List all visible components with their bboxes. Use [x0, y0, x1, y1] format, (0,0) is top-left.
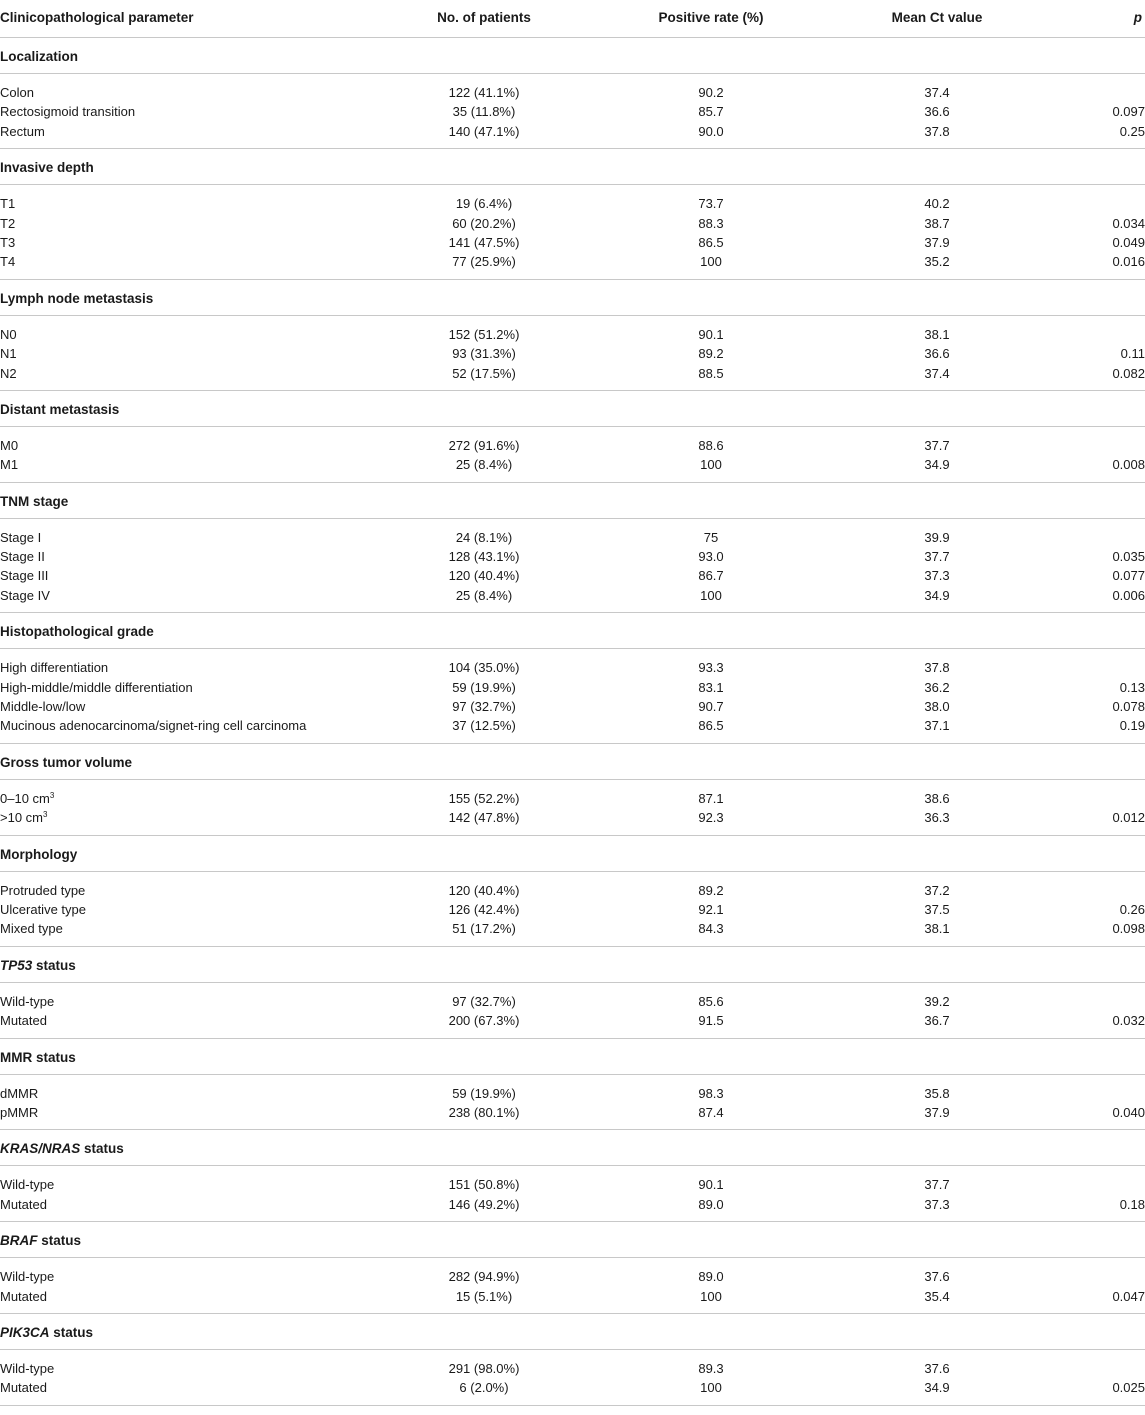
cell-parameter: [0, 1197, 47, 1212]
cell-patients: 59 (19.9%): [452, 1085, 516, 1101]
section-rows: [0, 780, 1145, 836]
cell-mean-ct: 37.5: [924, 901, 950, 917]
cell-patients: 51 (17.2%): [452, 921, 516, 937]
cell-patients: 60 (20.2%): [452, 215, 516, 231]
cell-patients: 152 (51.2%): [448, 326, 520, 342]
section-title-label: Localization: [0, 49, 79, 64]
cell-positive-rate: 88.6: [698, 437, 724, 453]
cell-mean-ct: 37.2: [924, 882, 950, 898]
cell-mean-ct: 39.9: [924, 529, 950, 545]
section-title-text: [0, 958, 76, 973]
cell-positive-rate: 92.3: [698, 810, 724, 826]
section-title: [0, 391, 1145, 427]
section-title-text: [0, 160, 94, 175]
cell-p-value: 0.18: [1119, 1196, 1145, 1212]
cell-parameter: [0, 1177, 54, 1192]
cell-parameter-text: Colon: [0, 85, 34, 100]
cell-positive-rate: 92.1: [698, 901, 724, 917]
cell-p-value: 0.047: [1112, 1288, 1145, 1304]
cell-mean-ct: 38.1: [924, 326, 950, 342]
cell-parameter-text: Rectosigmoid transition: [0, 104, 136, 120]
cell-p-value: 0.078: [1112, 699, 1145, 715]
cell-patients: 59 (19.9%): [452, 679, 516, 695]
cell-positive-rate: 73.7: [698, 196, 724, 212]
section-title-text: [0, 1233, 81, 1248]
cell-patients: 52 (17.5%): [452, 365, 516, 381]
cell-positive-rate: 88.3: [698, 215, 724, 231]
cell-mean-ct: 36.3: [924, 810, 950, 826]
table-row: [0, 1103, 1145, 1122]
cell-mean-ct: 36.7: [924, 1013, 950, 1029]
cell-parameter: [0, 810, 47, 825]
cell-patients: 238 (80.1%): [448, 1104, 520, 1120]
table-row: [0, 252, 1145, 271]
cell-patients: 126 (42.4%): [448, 901, 520, 917]
cell-parameter: [0, 124, 45, 139]
cell-parameter-text: T3: [0, 234, 16, 250]
section-title-label: MMR status: [0, 1049, 76, 1065]
section-rows: [0, 316, 1145, 391]
cell-parameter: [0, 254, 15, 269]
cell-positive-rate: 89.0: [698, 1196, 724, 1212]
cell-parameter: [0, 327, 17, 342]
cell-parameter-text: Wild-type: [0, 1269, 55, 1285]
table-row: [0, 1267, 1145, 1286]
cell-p-value: 0.077: [1112, 568, 1145, 584]
table-row: [0, 1011, 1145, 1030]
cell-positive-rate: 93.3: [698, 660, 724, 676]
section-title-label: status: [32, 957, 76, 973]
cell-mean-ct: 37.8: [924, 123, 950, 139]
header-parameter: Clinicopathological parameter: [0, 10, 194, 25]
section-rows: [0, 649, 1145, 744]
cell-positive-rate: 87.1: [698, 790, 724, 806]
cell-mean-ct: 37.6: [924, 1269, 950, 1285]
cell-patients: 142 (47.8%): [448, 810, 520, 826]
cell-p-value: 0.012: [1112, 810, 1145, 826]
cell-patients: 93 (31.3%): [452, 346, 516, 362]
cell-mean-ct: 34.9: [924, 457, 950, 473]
cell-parameter: [0, 1105, 38, 1120]
cell-patients: 97 (32.7%): [452, 699, 516, 715]
cell-positive-rate: 100: [700, 587, 722, 603]
section-title-text: [0, 624, 154, 639]
cell-mean-ct: 37.9: [924, 1104, 950, 1120]
cell-parameter: [0, 568, 48, 583]
cell-parameter: [0, 902, 86, 917]
section-title-label: Gross tumor volume: [0, 754, 133, 770]
cell-positive-rate: 100: [700, 1288, 722, 1304]
cell-mean-ct: 37.4: [924, 85, 950, 100]
cell-parameter: [0, 883, 85, 898]
cell-positive-rate: 88.5: [698, 365, 724, 381]
cell-parameter: [0, 366, 17, 381]
cell-patients: 24 (8.1%): [455, 529, 513, 545]
cell-patients: 6 (2.0%): [459, 1380, 509, 1396]
table-row: [0, 658, 1145, 677]
cell-positive-rate: 85.6: [698, 993, 724, 1009]
cell-positive-rate: 85.7: [698, 104, 724, 120]
cell-mean-ct: 34.9: [924, 587, 950, 603]
cell-p-value: 0.13: [1119, 679, 1145, 695]
cell-positive-rate: 91.5: [698, 1013, 724, 1029]
cell-positive-rate: 100: [700, 254, 722, 270]
cell-p-value: 0.11: [1120, 346, 1145, 362]
cell-p-value: 0.25: [1119, 123, 1145, 139]
cell-positive-rate: 100: [700, 457, 722, 473]
section-title-text: [0, 49, 78, 64]
cell-parameter: [0, 85, 34, 100]
section-rows: [0, 1350, 1145, 1406]
section-title-text: [0, 291, 153, 306]
section-title-label: status: [37, 1233, 82, 1249]
cell-parameter-text: Rectum: [0, 123, 45, 139]
cell-parameter: [0, 346, 17, 361]
cell-patients: 15 (5.1%): [455, 1288, 513, 1304]
cell-p-value: 0.016: [1112, 254, 1145, 270]
cell-parameter: [0, 699, 85, 714]
cell-parameter-text: Mutated: [0, 1013, 47, 1029]
table-row: [0, 697, 1145, 716]
table-row: [0, 992, 1145, 1011]
cell-patients: 37 (12.5%): [452, 718, 516, 734]
cell-mean-ct: 37.8: [924, 660, 950, 676]
table-row: [0, 364, 1145, 383]
section-title-label: Histopathological grade: [0, 624, 154, 640]
section-title-text: [0, 755, 132, 770]
cell-parameter-text: Stage III: [0, 568, 49, 584]
cell-mean-ct: 38.7: [924, 215, 950, 231]
cell-parameter-text: T2: [0, 215, 16, 231]
cell-parameter-text: Wild-type: [0, 1177, 55, 1193]
cell-p-value: 0.025: [1112, 1380, 1145, 1396]
section-rows: [0, 1258, 1145, 1314]
cell-positive-rate: 90.0: [698, 123, 724, 139]
cell-parameter: [0, 994, 54, 1009]
section-title-label: Lymph node metastasis: [0, 290, 154, 306]
table-row: [0, 1175, 1145, 1194]
cell-patients: 155 (52.2%): [448, 790, 520, 806]
cell-positive-rate: 89.2: [698, 882, 724, 898]
section-rows: [0, 872, 1145, 947]
cell-parameter: [0, 1086, 38, 1101]
cell-patients: 35 (11.8%): [452, 104, 516, 120]
table-row: [0, 436, 1145, 455]
section-title-label: Invasive depth: [0, 160, 94, 176]
cell-positive-rate: 90.2: [698, 85, 724, 100]
section-title-gene: PIK3CA: [0, 1324, 50, 1340]
cell-parameter: [0, 457, 18, 472]
cell-patients: 128 (43.1%): [448, 549, 520, 565]
cell-parameter-text: Protruded type: [0, 882, 86, 898]
section-title: [0, 1314, 1145, 1350]
section-rows: [0, 74, 1145, 149]
cell-parameter: [0, 680, 193, 695]
cell-patients: 25 (8.4%): [455, 587, 513, 603]
cell-patients: 200 (67.3%): [448, 1013, 520, 1029]
cell-patients: 120 (40.4%): [448, 882, 520, 898]
table-row: [0, 194, 1145, 213]
cell-parameter: [0, 718, 306, 733]
cell-parameter-text: N1: [0, 346, 17, 362]
header-p-value: p: [1133, 10, 1142, 25]
cell-mean-ct: 38.0: [924, 699, 950, 715]
cell-mean-ct: 40.2: [924, 196, 950, 212]
section-title: [0, 1039, 1145, 1075]
table-row: [0, 566, 1145, 585]
cell-mean-ct: 38.1: [924, 921, 950, 937]
cell-parameter-text: M1: [0, 457, 19, 473]
cell-parameter: [0, 530, 41, 545]
section-rows: [0, 1166, 1145, 1222]
cell-positive-rate: 89.2: [698, 346, 724, 362]
cell-positive-rate: 84.3: [698, 921, 724, 937]
cell-parameter-text: dMMR: [0, 1085, 39, 1101]
table-row: [0, 1359, 1145, 1378]
cell-parameter-text: Middle-low/low: [0, 699, 86, 715]
cell-patients: 120 (40.4%): [448, 568, 520, 584]
table-row: [0, 1084, 1145, 1103]
table-row: [0, 678, 1145, 697]
table-row: [0, 325, 1145, 344]
table-row: [0, 586, 1145, 605]
cell-positive-rate: 83.1: [698, 679, 724, 695]
cell-patients: 272 (91.6%): [448, 437, 520, 453]
table-row: [0, 1378, 1145, 1397]
cell-p-value: 0.26: [1119, 901, 1145, 917]
cell-parameter-text: T4: [0, 254, 16, 270]
cell-patients: 141 (47.5%): [448, 234, 520, 250]
cell-p-value: 0.19: [1119, 718, 1145, 734]
cell-p-value: 0.006: [1112, 587, 1145, 603]
cell-positive-rate: 89.0: [698, 1269, 724, 1285]
cell-patients: 97 (32.7%): [452, 993, 516, 1009]
section-title-text: [0, 1050, 76, 1065]
cell-mean-ct: 38.6: [924, 790, 950, 806]
header-mean-ct: Mean Ct value: [891, 10, 983, 25]
cell-parameter-text: Stage IV: [0, 587, 50, 603]
header-patients: No. of patients: [437, 10, 531, 25]
cell-positive-rate: 90.1: [698, 1177, 724, 1193]
cell-parameter-text: Stage I: [0, 529, 42, 545]
table-row: [0, 919, 1145, 938]
cell-mean-ct: 37.9: [924, 234, 950, 250]
unit-superscript: 3: [43, 810, 48, 820]
table-row: [0, 344, 1145, 363]
cell-parameter-text: N2: [0, 365, 17, 381]
cell-positive-rate: 98.3: [698, 1085, 724, 1101]
cell-mean-ct: 37.7: [924, 549, 950, 565]
section-title: [0, 744, 1145, 780]
section-title: [0, 613, 1145, 649]
cell-patients: 122 (41.1%): [448, 85, 520, 100]
cell-parameter-text: Wild-type: [0, 1360, 55, 1376]
table-row: [0, 233, 1145, 252]
cell-parameter: [0, 1289, 47, 1304]
cell-mean-ct: 37.6: [924, 1360, 950, 1376]
cell-parameter: [0, 1380, 47, 1395]
table-row: [0, 83, 1145, 102]
section-title-gene: TP53: [0, 957, 33, 973]
section-title-text: [0, 402, 119, 417]
cell-mean-ct: 37.4: [924, 365, 950, 381]
cell-p-value: 0.040: [1112, 1104, 1145, 1120]
cell-positive-rate: 90.1: [698, 326, 724, 342]
cell-mean-ct: 36.2: [924, 679, 950, 695]
table-row: [0, 122, 1145, 141]
table-header: [0, 0, 1145, 38]
cell-parameter-text: pMMR: [0, 1104, 39, 1120]
header-positive-rate: Positive rate (%): [658, 10, 764, 25]
cell-positive-rate: 86.7: [698, 568, 724, 584]
cell-parameter: [0, 1013, 47, 1028]
cell-parameter: [0, 1361, 54, 1376]
section-title-label: Morphology: [0, 846, 78, 862]
cell-parameter-text: Wild-type: [0, 993, 55, 1009]
cell-p-value: 0.098: [1112, 921, 1145, 937]
cell-parameter-text: High-middle/middle differentiation: [0, 679, 193, 695]
section-rows: [0, 983, 1145, 1039]
cell-positive-rate: 86.5: [698, 718, 724, 734]
cell-parameter: [0, 235, 15, 250]
section-title-label: TNM stage: [0, 493, 69, 509]
cell-parameter-text: Mutated: [0, 1196, 47, 1212]
table-row: [0, 881, 1145, 900]
cell-mean-ct: 36.6: [924, 346, 950, 362]
table-row: [0, 455, 1145, 474]
cell-parameter: [0, 660, 108, 675]
cell-positive-rate: 93.0: [698, 549, 724, 565]
cell-p-value: 0.032: [1112, 1013, 1145, 1029]
table-row: [0, 1195, 1145, 1214]
section-rows: [0, 427, 1145, 483]
cell-parameter: [0, 104, 135, 119]
section-title-text: [0, 847, 77, 862]
cell-parameter-text: 0–10 cm: [0, 790, 50, 806]
cell-mean-ct: 35.8: [924, 1085, 950, 1101]
cell-mean-ct: 37.3: [924, 1196, 950, 1212]
cell-parameter-text: High differentiation: [0, 660, 109, 676]
table-row: [0, 214, 1145, 233]
cell-parameter-text: Stage II: [0, 549, 45, 565]
section-title: [0, 1222, 1145, 1258]
cell-patients: 151 (50.8%): [448, 1177, 520, 1193]
table-row: [0, 900, 1145, 919]
cell-p-value: 0.049: [1112, 234, 1145, 250]
cell-mean-ct: 35.2: [924, 254, 950, 270]
cell-patients: 19 (6.4%): [455, 196, 513, 212]
cell-patients: 104 (35.0%): [448, 660, 520, 676]
section-title: [0, 149, 1145, 185]
cell-mean-ct: 37.3: [924, 568, 950, 584]
cell-parameter-text: Mutated: [0, 1380, 47, 1396]
section-title: [0, 38, 1145, 74]
section-title-label: Distant metastasis: [0, 401, 120, 417]
cell-patients: 140 (47.1%): [448, 123, 520, 139]
cell-positive-rate: 75: [703, 529, 719, 545]
table-row: [0, 547, 1145, 566]
table-row: [0, 102, 1145, 121]
section-rows: [0, 1075, 1145, 1131]
cell-mean-ct: 36.6: [924, 104, 950, 120]
cell-parameter: [0, 791, 54, 806]
unit-superscript: 3: [49, 790, 55, 800]
cell-patients: 77 (25.9%): [452, 254, 516, 270]
cell-parameter-text: Mixed type: [0, 921, 63, 937]
cell-mean-ct: 39.2: [924, 993, 950, 1009]
section-title-gene: KRAS/NRAS: [0, 1141, 81, 1157]
cell-mean-ct: 37.1: [924, 718, 950, 734]
cell-p-value: 0.097: [1112, 104, 1145, 120]
cell-p-value: 0.034: [1112, 215, 1145, 231]
section-title: [0, 483, 1145, 519]
section-title-text: [0, 1325, 93, 1340]
cell-p-value: 0.035: [1112, 549, 1145, 565]
cell-parameter: [0, 196, 15, 211]
section-title-gene: BRAF: [0, 1233, 38, 1249]
table-row: [0, 716, 1145, 735]
cell-p-value: 0.082: [1112, 365, 1145, 381]
section-title-label: status: [49, 1324, 94, 1340]
cell-parameter-text: T1: [0, 196, 16, 212]
cell-parameter-text: Mutated: [0, 1288, 47, 1304]
cell-parameter: [0, 438, 18, 453]
cell-parameter: [0, 921, 63, 936]
cell-positive-rate: 87.4: [698, 1104, 724, 1120]
cell-patients: 25 (8.4%): [455, 457, 513, 473]
table-row: [0, 789, 1145, 808]
cell-positive-rate: 89.3: [698, 1360, 724, 1376]
section-rows: [0, 185, 1145, 280]
table-row: [0, 808, 1145, 827]
cell-parameter-text: N0: [0, 326, 17, 342]
table-row: [0, 528, 1145, 547]
cell-mean-ct: 35.4: [924, 1288, 950, 1304]
cell-parameter-text: >10 cm: [0, 810, 43, 826]
cell-mean-ct: 37.7: [924, 437, 950, 453]
table-body: [0, 38, 1145, 1406]
table-row: [0, 1287, 1145, 1306]
section-title: [0, 947, 1145, 983]
cell-positive-rate: 100: [700, 1380, 722, 1396]
cell-parameter-text: Ulcerative type: [0, 901, 86, 917]
cell-positive-rate: 90.7: [698, 699, 724, 715]
section-rows: [0, 519, 1145, 614]
section-title: [0, 1130, 1145, 1166]
cell-parameter: [0, 1269, 54, 1284]
cell-parameter: [0, 549, 45, 564]
section-title: [0, 280, 1145, 316]
cell-patients: 282 (94.9%): [448, 1269, 520, 1285]
cell-patients: 291 (98.0%): [448, 1360, 520, 1376]
cell-positive-rate: 86.5: [698, 234, 724, 250]
cell-parameter: [0, 588, 50, 603]
section-title: [0, 836, 1145, 872]
cell-p-value: 0.008: [1112, 457, 1145, 473]
cell-parameter-text: Mucinous adenocarcinoma/signet-ring cell carcinoma: [0, 718, 307, 734]
cell-mean-ct: 34.9: [924, 1380, 950, 1396]
cell-parameter-text: M0: [0, 437, 19, 453]
cell-patients: 146 (49.2%): [448, 1196, 520, 1212]
cell-mean-ct: 37.7: [924, 1177, 950, 1193]
section-title-text: [0, 494, 68, 509]
section-title-text: [0, 1141, 124, 1156]
cell-parameter: [0, 216, 15, 231]
section-title-label: status: [80, 1141, 124, 1157]
